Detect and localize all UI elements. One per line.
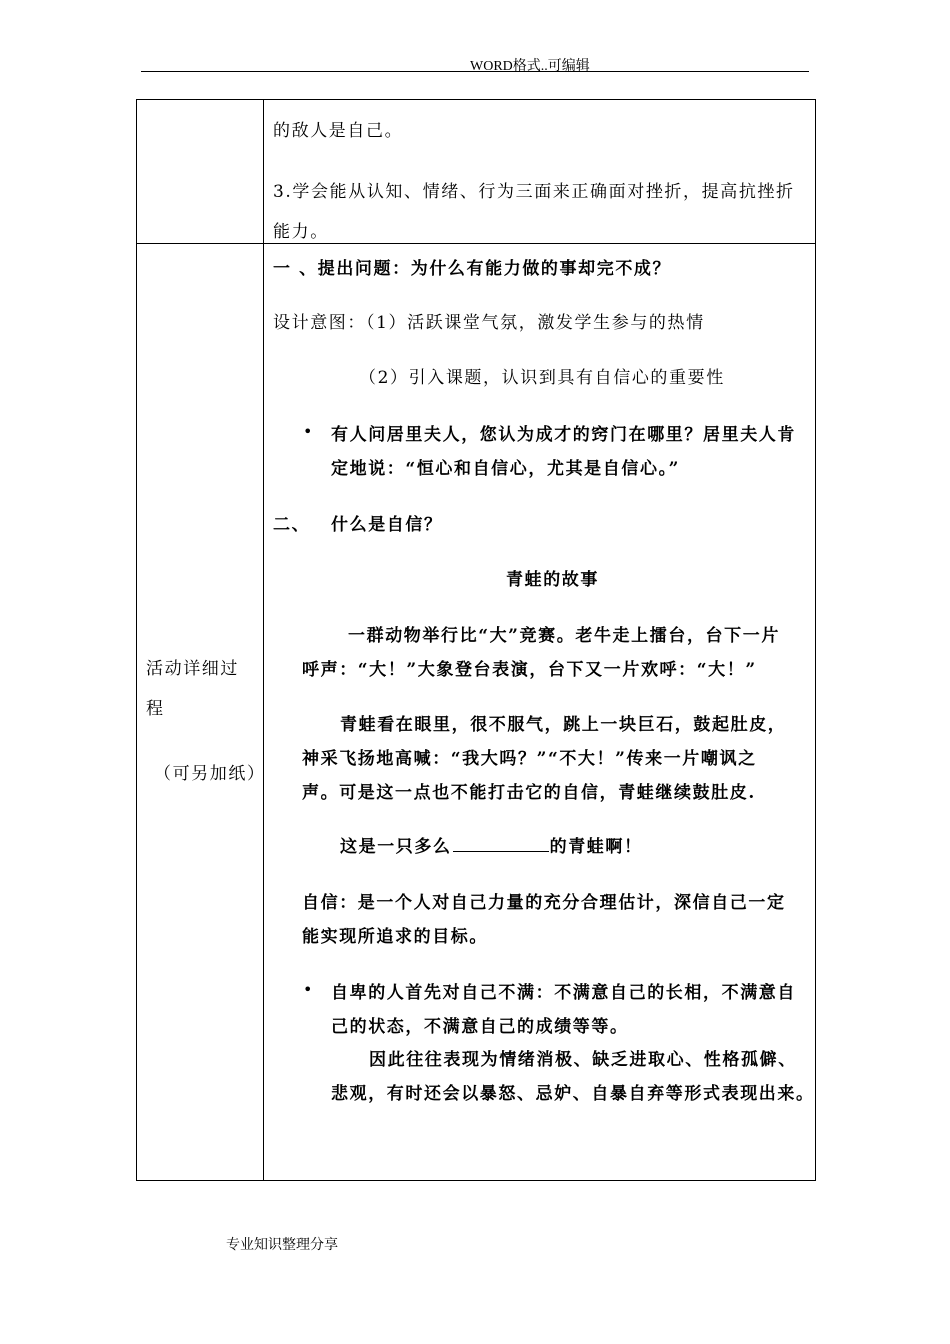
- question-after: 的青蛙啊！: [549, 837, 643, 857]
- objective-text-line1: 的敌人是自己。: [273, 121, 404, 141]
- bullet2-line1: 自卑的人首先对自己不满：不满意自己的长相，不满意自: [331, 983, 796, 1003]
- answer-blank: [453, 837, 549, 852]
- bullet-dot: •: [303, 980, 313, 999]
- row-label-line2: 程: [146, 699, 165, 719]
- story-para2-line2: 神采飞扬地高喊：“我大吗？”“不大！”传来一片嘲讽之: [302, 749, 757, 769]
- bullet1-line2: 定地说：“恒心和自信心，尤其是自信心。”: [331, 459, 681, 479]
- header-rule: [141, 71, 809, 72]
- bullet2-line3: 因此往往表现为情绪消极、缺乏进取心、性格孤僻、: [369, 1050, 797, 1070]
- bullet2-line4: 悲观，有时还会以暴怒、忌妒、自暴自弃等形式表现出来。: [331, 1084, 815, 1104]
- row-divider: [137, 243, 815, 244]
- story-para1-line1: 一群动物举行比“大”竞赛。老牛走上擂台，台下一片: [348, 626, 780, 646]
- design-intent-line2: （2）引入课题，认识到具有自信心的重要性: [359, 368, 725, 388]
- row-label-note: （可另加纸）: [154, 764, 266, 784]
- objective-text-line2: 3.学会能从认知、情绪、行为三面来正确面对挫折，提高抗挫折: [273, 182, 795, 202]
- story-para2-line3: 声。可是这一点也不能打击它的自信，青蛙继续鼓肚皮.: [302, 783, 756, 803]
- bullet-dot: •: [303, 422, 313, 441]
- definition-line1: 自信：是一个人对自己力量的充分合理估计，深信自己一定: [302, 893, 786, 913]
- section1-heading: 一 、提出问题：为什么有能力做的事却完不成？: [273, 259, 672, 279]
- page-footer: 专业知识整理分享: [226, 1237, 338, 1253]
- row-label-line1: 活动详细过: [146, 659, 239, 679]
- design-intent-line1: 设计意图：（1）活跃课堂气氛，激发学生参与的热情: [273, 313, 705, 333]
- fill-blank-question: [340, 832, 643, 857]
- bullet1-line1: 有人问居里夫人，您认为成才的窍门在哪里？居里夫人肯: [331, 425, 796, 445]
- lesson-plan-table: [136, 99, 816, 1181]
- section2-heading: 什么是自信？: [331, 515, 443, 535]
- page-header-title: WORD格式..可编辑: [470, 59, 590, 74]
- definition-line2: 能实现所追求的目标。: [302, 927, 488, 947]
- story-title: 青蛙的故事: [506, 570, 599, 590]
- column-divider: [263, 100, 264, 1180]
- objective-text-line3: 能力。: [273, 222, 329, 242]
- bullet2-line2: 己的状态，不满意自己的成绩等等。: [331, 1017, 629, 1037]
- section2-number: 二、: [273, 515, 311, 535]
- question-before: 这是一只多么: [340, 837, 452, 857]
- story-para1-line2: 呼声：“大！”大象登台表演，台下又一片欢呼：“大！”: [302, 660, 757, 680]
- story-para2-line1: 青蛙看在眼里，很不服气，跳上一块巨石，鼓起肚皮，: [340, 715, 787, 735]
